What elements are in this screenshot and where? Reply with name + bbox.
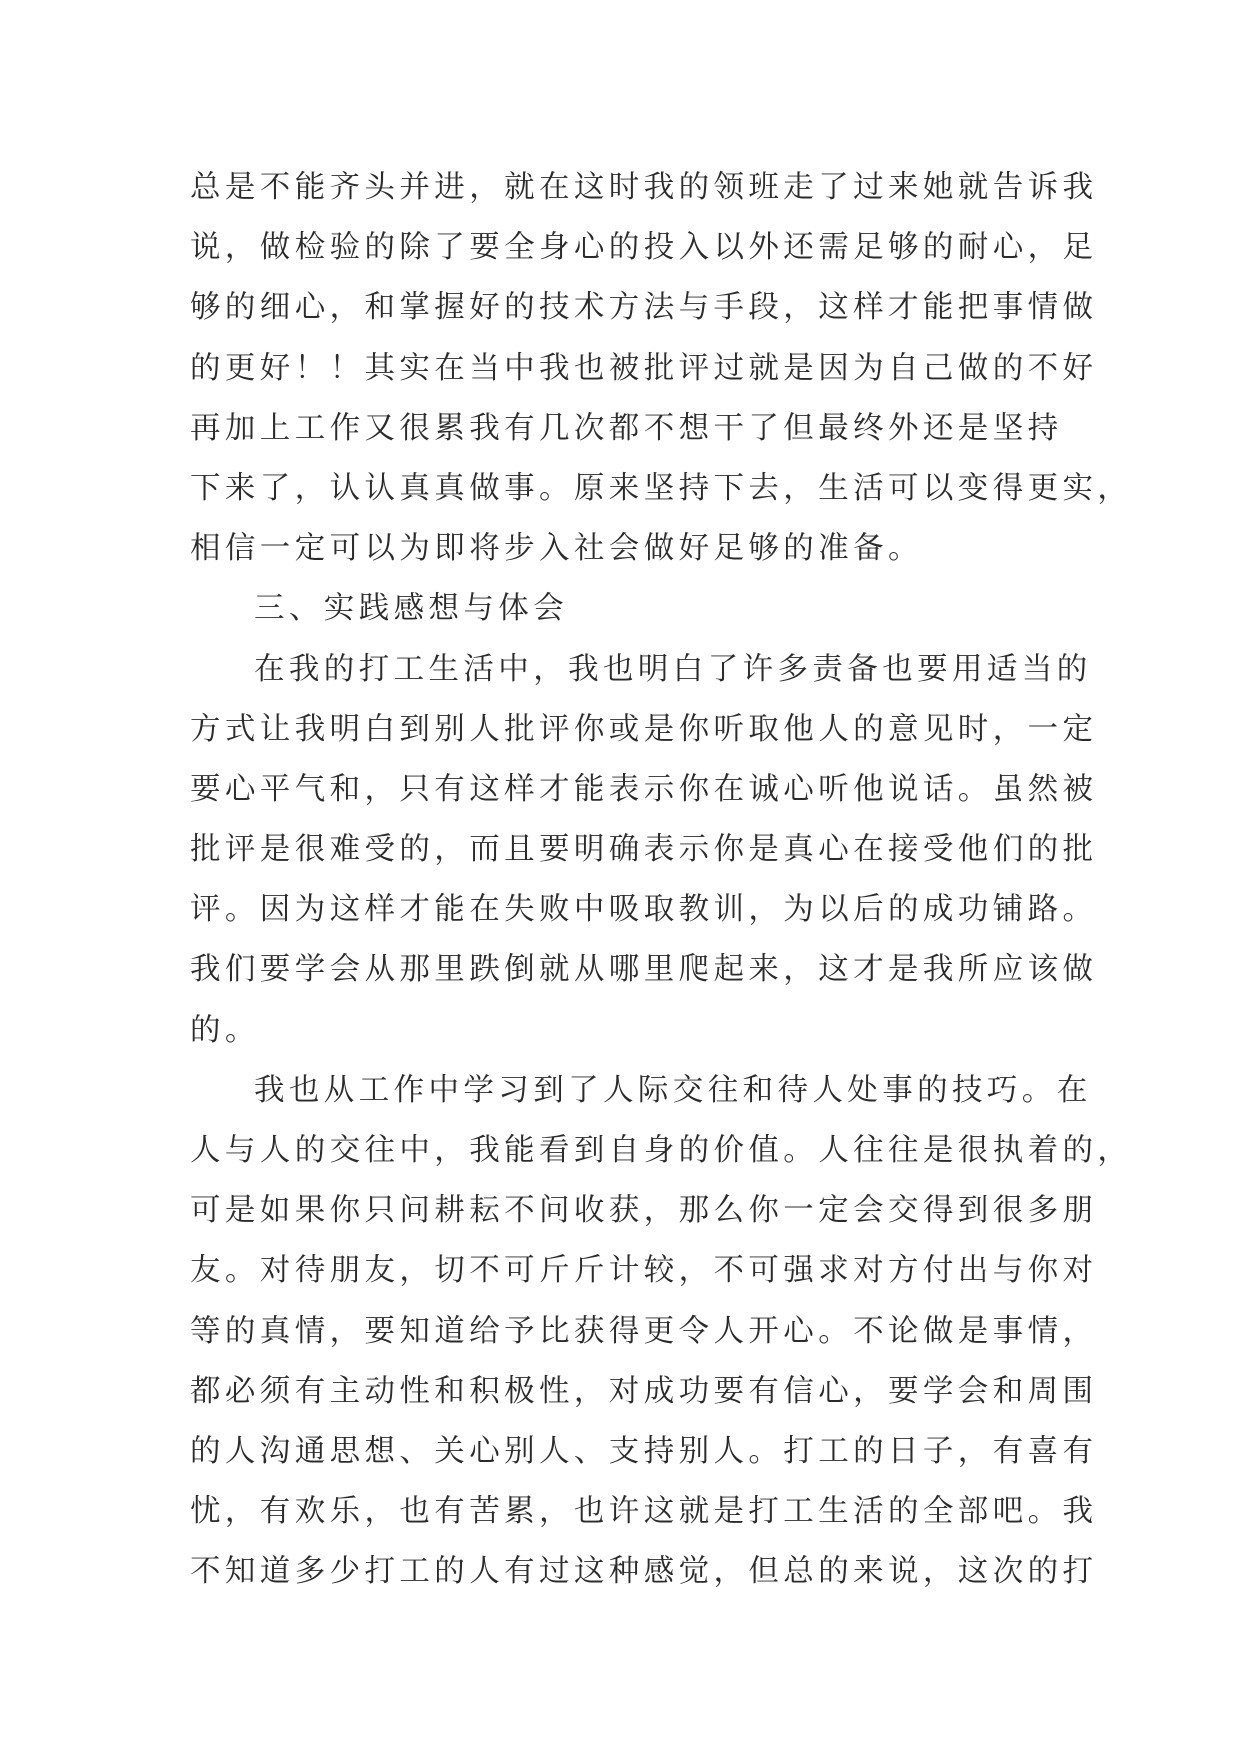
- text-line: 我们要学会从那里跌倒就从哪里爬起来，这才是我所应该做: [190, 952, 1098, 988]
- text-line: 可是如果你只问耕耘不问收获，那么你一定会交得到很多朋: [190, 1193, 1098, 1229]
- text-line: 总是不能齐头并进，就在这时我的领班走了过来她就告诉我: [190, 170, 1098, 205]
- text-line: 友。对待朋友，切不可斤斤计较，不可强求对方付出与你对: [190, 1253, 1098, 1289]
- text-line: 够的细心，和掌握好的技术方法与手段，这样才能把事情做: [190, 290, 1098, 326]
- text-line: 相信一定可以为即将步入社会做好足够的准备。: [190, 531, 923, 567]
- text-line: 要心平气和，只有这样才能表示你在诚心听他说话。虽然被: [190, 771, 1098, 807]
- document-body: [190, 158, 1133, 1603]
- text-line: 的更好！！其实在当中我也被批评过就是因为自己做的不好: [190, 350, 1098, 386]
- text-line: 评。因为这样才能在失败中吸取教训，为以后的成功铺路。: [190, 892, 1098, 928]
- text-line: 忧，有欢乐，也有苦累，也许这就是打工生活的全部吧。我: [190, 1494, 1098, 1530]
- text-line: 不知道多少打工的人有过这种感觉，但总的来说，这次的打: [190, 1554, 1098, 1590]
- text-line: 再加上工作又很累我有几次都不想干了但最终外还是坚持: [190, 410, 1063, 446]
- section-heading: 三、实践感想与体会: [254, 591, 569, 627]
- paragraph-first-line: 在我的打工生活中，我也明白了许多责备也要用适当的: [254, 651, 1092, 687]
- text-line: 的人沟通思想、关心别人、支持别人。打工的日子，有喜有: [190, 1433, 1098, 1469]
- text-line: 批评是很难受的，而且要明确表示你是真心在接受他们的批: [190, 832, 1098, 868]
- paragraph-first-line: 我也从工作中学习到了人际交往和待人处事的技巧。在: [254, 1072, 1092, 1108]
- text-line: 的。: [190, 1012, 260, 1048]
- text-line: 等的真情，要知道给予比获得更令人开心。不论做是事情，: [190, 1313, 1098, 1349]
- text-line: 说，做检验的除了要全身心的投入以外还需足够的耐心，足: [190, 230, 1098, 266]
- text-line: 都必须有主动性和积极性，对成功要有信心，要学会和周围: [190, 1373, 1098, 1409]
- text-line: 人与人的交往中，我能看到自身的价值。人往往是很执着的，: [190, 1133, 1133, 1168]
- text-line: 下来了，认认真真做事。原来坚持下去，生活可以变得更实，: [190, 470, 1133, 506]
- text-line: 方式让我明白到别人批评你或是你听取他人的意见时，一定: [190, 711, 1098, 747]
